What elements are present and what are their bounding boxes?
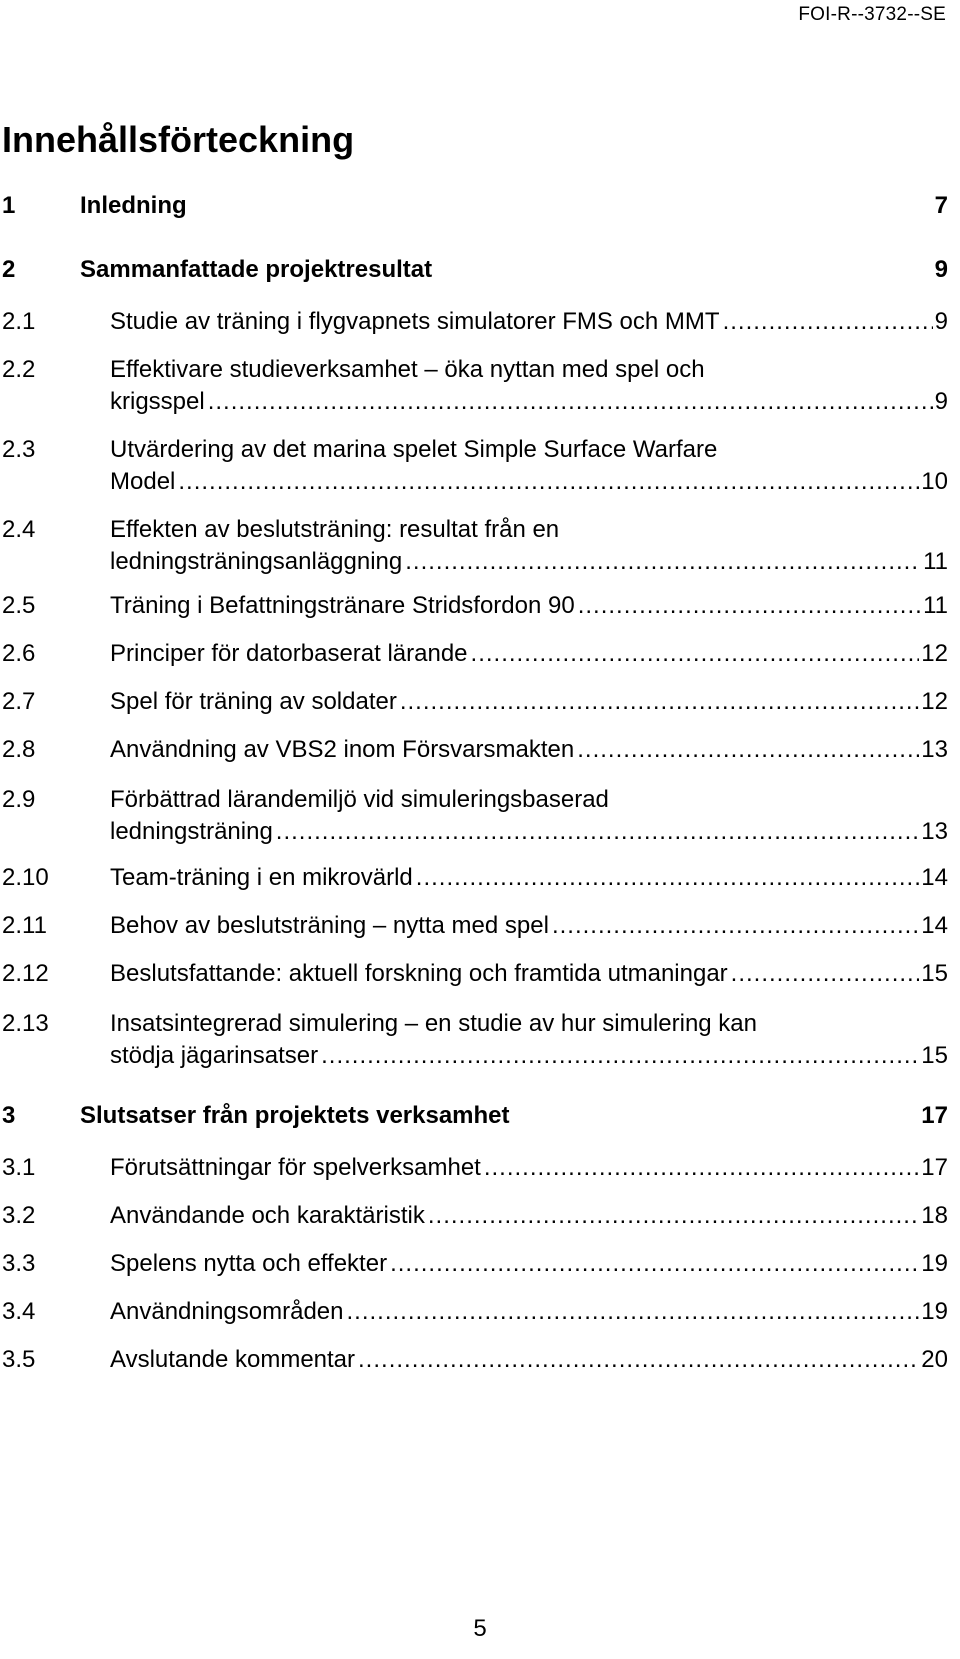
toc-entry-label xyxy=(110,638,948,670)
toc-entry-text: Model xyxy=(110,468,176,495)
toc-entry-label xyxy=(110,1152,948,1184)
toc-entry-text: Användning av VBS2 inom Försvarsmakten xyxy=(110,736,575,763)
toc-entry-page: 13 xyxy=(921,736,948,763)
toc-entry-text: ledningsträning xyxy=(110,818,273,845)
toc-entry-page: 10 xyxy=(921,468,948,495)
toc-entry-number: 3.2 xyxy=(2,1202,36,1229)
toc-entry-number: 2.3 xyxy=(2,436,36,463)
toc-entry-page: 19 xyxy=(921,1298,948,1325)
toc-entry-page: 9 xyxy=(934,256,948,283)
toc-dot-leader xyxy=(358,1344,919,1376)
toc-entry-page: 12 xyxy=(921,640,948,667)
toc-entry-label xyxy=(80,1100,948,1132)
toc-entry-number: 2.4 xyxy=(2,516,36,543)
toc-entry-number: 3.5 xyxy=(2,1346,36,1373)
toc-entry-page: 11 xyxy=(923,548,948,575)
toc-entry-number: 2.2 xyxy=(2,356,36,383)
toc-dot-leader xyxy=(416,862,920,894)
toc-entry-page: 15 xyxy=(921,960,948,987)
toc-entry-text: Förbättrad lärandemiljö vid simuleringsbaserad xyxy=(110,786,609,813)
toc-entry-page: 20 xyxy=(921,1346,948,1373)
toc-entry-label xyxy=(80,254,948,286)
toc-entry-label xyxy=(110,686,948,718)
toc-title: Innehållsförteckning xyxy=(2,119,355,160)
toc-entry-text: Insatsintegrerad simulering – en studie av hur simulering kan xyxy=(110,1010,758,1037)
toc-entry-text: Effektivare studieverksamhet – öka nyttan med spel och xyxy=(110,356,705,383)
toc-entry-page: 13 xyxy=(921,818,948,845)
toc-entry-number: 2.10 xyxy=(2,864,49,891)
toc-entry-text: Effekten av beslutsträning: resultat från en xyxy=(110,516,560,543)
toc-entry-text: Beslutsfattande: aktuell forskning och framtida utmaningar xyxy=(110,960,728,987)
toc-entry-number: 1 xyxy=(2,192,16,219)
toc-entry-number: 2.6 xyxy=(2,640,36,667)
toc-entry-label xyxy=(110,514,948,578)
toc-dot-leader xyxy=(471,638,920,670)
toc-entry-page: 7 xyxy=(934,192,948,219)
toc-dot-leader xyxy=(400,686,919,718)
toc-entry-label xyxy=(80,190,948,222)
toc-entry-text: krigsspel xyxy=(110,388,205,415)
toc-entry-number: 3.3 xyxy=(2,1250,36,1277)
toc-entry-number: 2 xyxy=(2,256,16,283)
report-id: FOI-R--3732--SE xyxy=(798,4,946,25)
toc-entry-text: ledningsträningsanläggning xyxy=(110,548,403,575)
toc-dot-leader xyxy=(484,1152,919,1184)
toc-entry-page: 18 xyxy=(921,1202,948,1229)
toc-dot-leader xyxy=(390,1248,919,1280)
toc-entry-number: 2.9 xyxy=(2,786,36,813)
toc-entry-label xyxy=(110,958,948,990)
toc-entry-label xyxy=(110,910,948,942)
toc-entry-label xyxy=(110,784,948,848)
toc-dot-leader xyxy=(577,734,919,766)
toc-entry-label xyxy=(110,734,948,766)
toc-entry-text: Team-träning i en mikrovärld xyxy=(110,864,413,891)
toc-entry-text: Principer för datorbaserat lärande xyxy=(110,640,468,667)
toc-entry-number: 2.5 xyxy=(2,592,36,619)
toc-entry-page: 11 xyxy=(923,592,948,619)
toc-entry-label xyxy=(110,306,948,338)
toc-entry-text: Utvärdering av det marina spelet Simple Surface Warfare xyxy=(110,436,718,463)
toc-entry-page: 17 xyxy=(921,1102,948,1129)
toc-entry-label xyxy=(110,354,948,418)
toc-entry-number: 2.1 xyxy=(2,308,36,335)
toc-entry-number: 3 xyxy=(2,1102,16,1129)
toc-entry-number: 3.4 xyxy=(2,1298,36,1325)
toc-dot-leader xyxy=(552,910,919,942)
toc-entry-number: 2.12 xyxy=(2,960,49,987)
page-number: 5 xyxy=(473,1615,487,1642)
toc-dot-leader xyxy=(321,1040,919,1072)
toc-entry-label xyxy=(110,1296,948,1328)
toc-dot-leader xyxy=(723,306,933,338)
toc-entry-number: 3.1 xyxy=(2,1154,36,1181)
toc-dot-leader xyxy=(578,590,921,622)
toc-entry-number: 2.13 xyxy=(2,1010,49,1037)
toc-entry-text: stödja jägarinsatser xyxy=(110,1042,319,1069)
toc-dot-leader xyxy=(276,816,920,848)
toc-entry-text: Träning i Befattningstränare Stridsfordon 90 xyxy=(110,592,575,619)
toc-entry-label xyxy=(110,1200,948,1232)
toc-dot-leader xyxy=(178,466,919,498)
toc-entry-page: 14 xyxy=(921,864,948,891)
toc-entry-text: Inledning xyxy=(80,192,187,219)
toc-dot-leader xyxy=(347,1296,920,1328)
toc-entry-number: 2.7 xyxy=(2,688,36,715)
toc-entry-page: 19 xyxy=(921,1250,948,1277)
toc-entry-text: Användningsområden xyxy=(110,1298,344,1325)
toc-entry-number: 2.11 xyxy=(2,912,47,939)
toc-entry-label xyxy=(110,590,948,622)
toc-entry-text: Behov av beslutsträning – nytta med spel xyxy=(110,912,549,939)
toc-entry-label xyxy=(110,1248,948,1280)
toc-entry-text: Slutsatser från projektets verksamhet xyxy=(80,1102,510,1129)
toc-dot-leader xyxy=(405,546,921,578)
toc-dot-leader xyxy=(428,1200,919,1232)
toc-entry-text: Sammanfattade projektresultat xyxy=(80,256,433,283)
toc-entry-text: Avslutande kommentar xyxy=(110,1346,356,1373)
toc-entry-label xyxy=(110,862,948,894)
toc-entry-page: 14 xyxy=(921,912,948,939)
toc-entry-number: 2.8 xyxy=(2,736,36,763)
toc-dot-leader xyxy=(731,958,920,990)
toc-entry-text: Studie av träning i flygvapnets simulatorer FMS och MMT xyxy=(110,308,720,335)
toc-entry-page: 12 xyxy=(921,688,948,715)
toc-entry-page: 9 xyxy=(934,308,948,335)
toc-entry-page: 15 xyxy=(921,1042,948,1069)
toc-entry-page: 9 xyxy=(934,388,948,415)
toc-entry-text: Spel för träning av soldater xyxy=(110,688,397,715)
toc-entry-label xyxy=(110,1344,948,1376)
toc-entry-label xyxy=(110,1008,948,1072)
toc-entry-page: 17 xyxy=(921,1154,948,1181)
toc-entry-text: Användande och karaktäristik xyxy=(110,1202,425,1229)
toc-entry-text: Förutsättningar för spelverksamhet xyxy=(110,1154,481,1181)
toc-dot-leader xyxy=(208,386,933,418)
toc-entry-text: Spelens nytta och effekter xyxy=(110,1250,388,1277)
toc-entry-label xyxy=(110,434,948,498)
